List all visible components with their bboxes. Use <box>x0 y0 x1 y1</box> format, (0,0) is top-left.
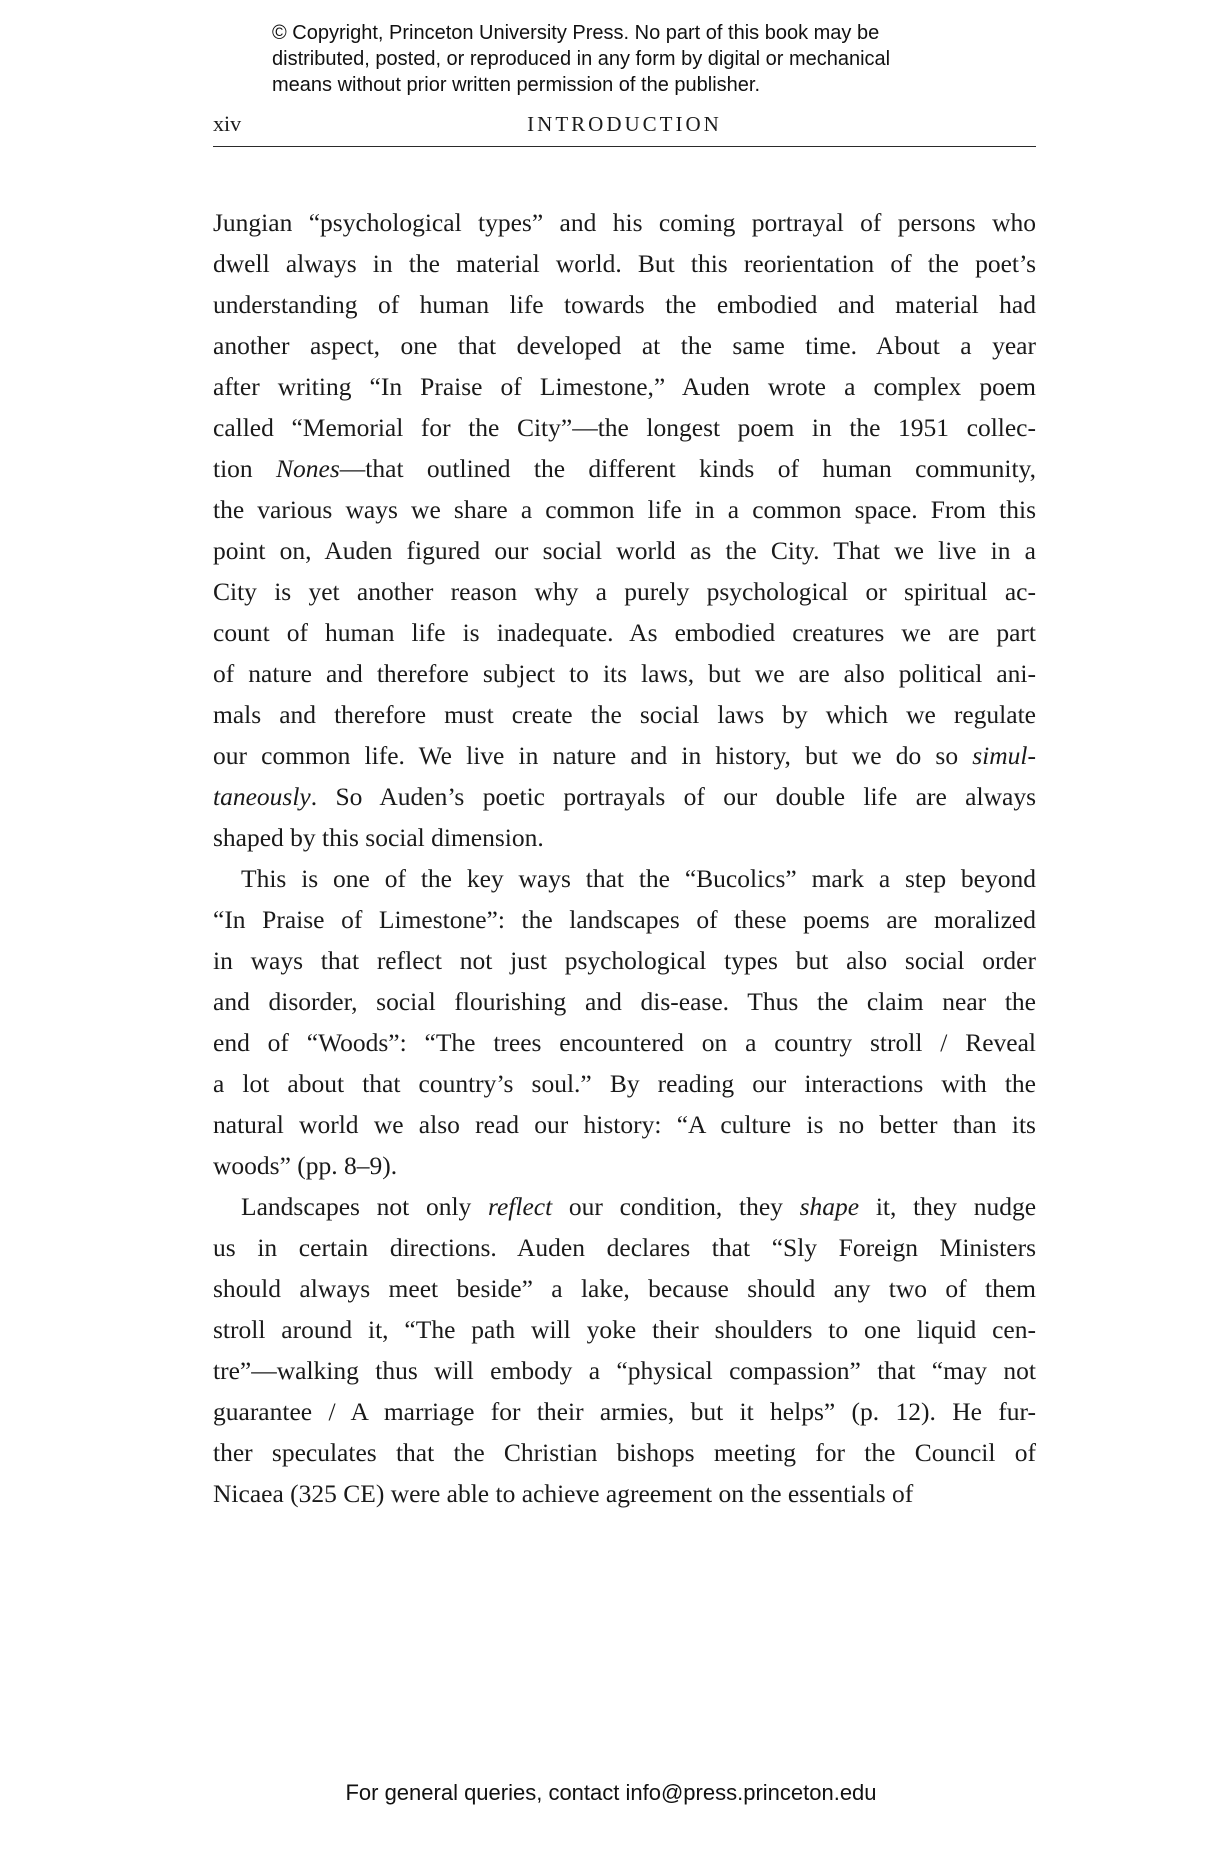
footer-contact <box>0 1779 1225 1807</box>
text-segment: dwell always in the material world. But this reorientation of the poet’s <box>213 249 1036 278</box>
italic-text: simul- <box>972 741 1036 770</box>
copyright-line: means without prior written permission of the publisher. <box>272 74 761 96</box>
italic-text: taneously <box>213 782 311 811</box>
text-segment: Nicaea (325 CE) were able to achieve agreement on the essentials of <box>213 1479 914 1508</box>
text-line <box>213 530 1036 571</box>
text-segment: This is one of the key ways that the “Bucolics” mark a step beyond <box>241 864 1036 893</box>
text-line <box>213 202 1036 243</box>
running-head <box>213 110 1036 147</box>
text-line <box>213 735 1036 776</box>
text-segment: tion <box>213 454 277 483</box>
text-line <box>213 407 1036 448</box>
text-line <box>213 489 1036 530</box>
text-segment: after writing “In Praise of Limestone,” Auden wrote a complex poem <box>213 372 1036 401</box>
text-line <box>213 366 1036 407</box>
text-segment: City is yet another reason why a purely psychological or spiritual ac- <box>213 577 1036 606</box>
text-segment: count of human life is inadequate. As embodied creatures we are part <box>213 618 1036 647</box>
text-segment: a lot about that country’s soul.” By reading our interactions with the <box>213 1069 1036 1098</box>
copyright-line: distributed, posted, or reproduced in any form by digital or mechanical <box>272 48 891 70</box>
text-line <box>213 325 1036 366</box>
text-line <box>213 612 1036 653</box>
text-segment: point on, Auden figured our social world as the City. That we live in a <box>213 536 1036 565</box>
text-line <box>213 776 1036 817</box>
paragraph <box>213 1186 1036 1514</box>
text-line <box>213 1104 1036 1145</box>
text-segment: our common life. We live in nature and in history, but we do so <box>213 741 973 770</box>
text-line <box>213 817 1036 858</box>
text-segment: ther speculates that the Christian bishops meeting for the Council of <box>213 1438 1036 1467</box>
text-line <box>213 858 1036 899</box>
text-segment: natural world we also read our history: “A culture is no better than its <box>213 1110 1036 1139</box>
text-segment: called “Memorial for the City”—the longest poem in the 1951 collec- <box>213 413 1036 442</box>
text-segment: of nature and therefore subject to its laws, but we are also political ani- <box>213 659 1036 688</box>
text-line <box>213 571 1036 612</box>
text-segment: Jungian “psychological types” and his coming portrayal of persons who <box>213 208 1036 237</box>
text-segment: end of “Woods”: “The trees encountered on a country stroll / Reveal <box>213 1028 1036 1057</box>
text-segment: another aspect, one that developed at the same time. About a year <box>213 331 1036 360</box>
text-line <box>213 448 1036 489</box>
body-text <box>213 202 1036 1514</box>
text-segment: —that outlined the different kinds of human community, <box>339 454 1036 483</box>
text-line <box>213 899 1036 940</box>
text-segment: Landscapes not only <box>241 1192 488 1221</box>
text-line <box>213 1145 1036 1186</box>
copyright-line: © Copyright, Princeton University Press. No part of this book may be <box>272 22 880 44</box>
text-line <box>213 1186 1036 1227</box>
italic-text: Nones <box>276 454 340 483</box>
page-number: xiv <box>213 111 242 136</box>
text-line <box>213 1350 1036 1391</box>
text-segment: shaped by this social dimension. <box>213 823 544 852</box>
italic-text: reflect <box>488 1192 553 1221</box>
text-line <box>213 694 1036 735</box>
text-line <box>213 1227 1036 1268</box>
text-segment: stroll around it, “The path will yoke their shoulders to one liquid cen- <box>213 1315 1036 1344</box>
text-line <box>213 243 1036 284</box>
text-segment: . So Auden’s poetic portrayals of our double life are always <box>310 782 1036 811</box>
text-segment: it, they nudge <box>859 1192 1037 1221</box>
text-segment: guarantee / A marriage for their armies, but it helps” (p. 12). He fur- <box>213 1397 1036 1426</box>
footer-text: For general queries, contact info@press.princeton.edu <box>345 1780 877 1805</box>
text-segment: woods” (pp. 8–9). <box>213 1151 398 1180</box>
paragraph <box>213 858 1036 1186</box>
text-line <box>213 1473 1036 1514</box>
text-line <box>213 1309 1036 1350</box>
italic-text: shape <box>799 1192 860 1221</box>
text-segment: in ways that reflect not just psychological types but also social order <box>213 946 1036 975</box>
chapter-title: INTRODUCTION <box>527 112 722 136</box>
text-line <box>213 1063 1036 1104</box>
text-line <box>213 1391 1036 1432</box>
text-line <box>213 1022 1036 1063</box>
text-segment: “In Praise of Limestone”: the landscapes of these poems are moralized <box>213 905 1036 934</box>
text-line <box>213 284 1036 325</box>
text-segment: our condition, they <box>552 1192 800 1221</box>
text-segment: should always meet beside” a lake, because should any two of them <box>213 1274 1036 1303</box>
text-segment: mals and therefore must create the social laws by which we regulate <box>213 700 1036 729</box>
text-line <box>213 981 1036 1022</box>
text-segment: and disorder, social flourishing and dis-ease. Thus the claim near the <box>213 987 1036 1016</box>
text-segment: tre”—walking thus will embody a “physical compassion” that “may not <box>213 1356 1036 1385</box>
text-segment: the various ways we share a common life in a common space. From this <box>213 495 1036 524</box>
text-segment: us in certain directions. Auden declares that “Sly Foreign Ministers <box>213 1233 1036 1262</box>
text-segment: understanding of human life towards the embodied and material had <box>213 290 1036 319</box>
text-line <box>213 653 1036 694</box>
text-line <box>213 1432 1036 1473</box>
paragraph <box>213 202 1036 858</box>
text-line <box>213 1268 1036 1309</box>
text-line <box>213 940 1036 981</box>
copyright-notice <box>272 20 1052 98</box>
